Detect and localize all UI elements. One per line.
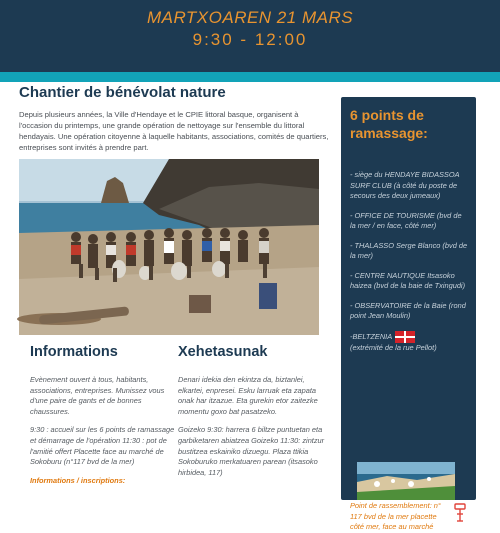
bay-photo — [357, 462, 455, 500]
informations-paragraph: Evènement ouvert à tous, habitants, associations, entreprises. Munissez vous d'une paire de gants et de bonnes chaussures. — [30, 375, 165, 416]
pickup-points-title: 6 points de ramassage: — [350, 107, 428, 141]
pickup-point: - THALASSO Serge Blanco (bvd de la mer) — [350, 240, 468, 260]
page-title: Chantier de bénévolat nature — [19, 84, 226, 101]
event-date: MARTXOAREN 21 MARS — [146, 8, 354, 27]
intro-text: Depuis plusieurs années, la Ville d'Hendaye et le CPIE littoral basque, organisent à l'occasion du printemps, une grande opération de nettoyage sur l'ensemble du littoral hendayais. Une opération citoyenne à laquelle habitants, associations, comités de quartiers, entreprises sont invités à prendre part. — [19, 110, 329, 152]
pickup-point: - CENTRE NAUTIQUE Itsasoko haizea (bvd de la baie de Txingudi) — [350, 270, 466, 290]
map-pin-icon — [454, 503, 466, 523]
informations-text — [30, 375, 180, 494]
informations-contact-label: Informations / inscriptions: — [30, 475, 126, 485]
xehetasunak-text — [178, 375, 328, 486]
informations-title: Informations — [30, 344, 118, 360]
pickup-point: - siège du HENDAYE BIDASSOA SURF CLUB (à côté du poste de secours des deux jumeaux) — [350, 170, 460, 200]
xehetasunak-paragraph: Denari idekia den ekintza da, biztanlei, elkartei, enpresei. Esku larruak eta zapata onak har itzazue. Eta gurekin etor zaitezke momentu goxo bat pasatzeko. — [178, 375, 318, 416]
pickup-point: - OBSERVATOIRE de la Baie (rond point Jean Moulin) — [350, 300, 466, 320]
xehetasunak-title: Xehetasunak — [178, 344, 268, 360]
pickup-point: -BELTZENIA — [350, 331, 393, 341]
xehetasunak-schedule: Goizeko 9:30: harrera 6 biltze puntuetan eta garbiketaren abiatzea Goizeko 11:30: zintzur bustitzea eskainiko dizuegu. Plaza ttikia Sokoburuko merkatuaren parean (itsasoko hirbidea, 117) — [178, 425, 325, 477]
volunteers-photo — [19, 159, 319, 335]
pickup-point-detail: (extrémité de la rue Pellot) — [350, 342, 437, 352]
basque-flag-icon — [395, 331, 415, 343]
pickup-point-beltzenia — [350, 331, 468, 343]
pickup-points-panel — [341, 97, 476, 531]
pickup-points-list — [350, 170, 468, 362]
event-time: 9:30 - 12:00 — [192, 30, 308, 49]
informations-schedule: 9:30 : accueil sur les 6 points de ramassage et démarrage de l'opération 11:30 : pot de l'amitié offert Placette face au marché de Sokoburu (n°117 bvd de la mer) — [30, 425, 175, 467]
meeting-point-text: Point de rassemblement: n° 117 bvd de la mer placette côté mer, face au marché — [350, 501, 441, 531]
pickup-point: - OFFICE DE TOURISME (bvd de la mer / en face, côté mer) — [350, 210, 462, 230]
accent-band — [0, 72, 500, 82]
